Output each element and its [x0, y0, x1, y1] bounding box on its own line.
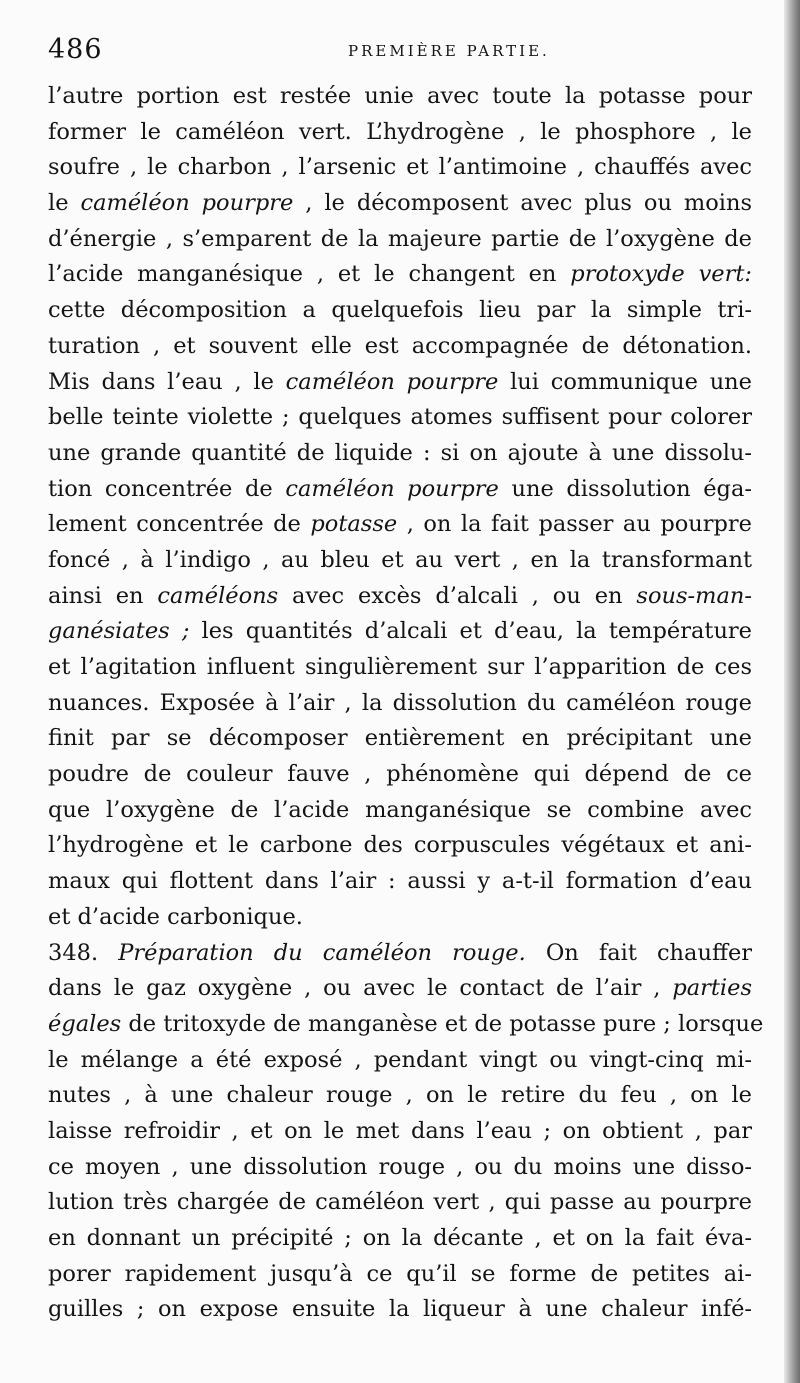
text-line — [48, 1185, 752, 1221]
text-line — [48, 150, 752, 186]
text-line — [48, 79, 752, 115]
text-line — [48, 436, 752, 472]
italic-text: sous-man- — [636, 582, 752, 609]
text-span: belle teinte violette ; quelques atomes suffisent pour colorer — [48, 404, 752, 431]
page-edge-shadow — [784, 0, 800, 1383]
text-span: tion concentrée de — [48, 475, 286, 502]
text-span: l’autre portion est restée unie avec toute la potasse pour — [48, 83, 752, 109]
text-line — [48, 222, 752, 258]
italic-text: caméléon pourpre — [285, 368, 499, 395]
italic-text: Préparation du caméléon rouge. — [118, 939, 526, 966]
text-span: porer rapidement jusqu’à ce qu’il se forme de petites ai- — [48, 1260, 752, 1287]
text-line — [48, 365, 752, 401]
italic-text: caméléon pourpre — [285, 475, 499, 502]
text-line — [48, 257, 752, 293]
text-line — [48, 1292, 752, 1328]
text-line — [48, 186, 752, 222]
text-line — [48, 543, 752, 579]
text-span: lement concentrée de — [48, 511, 311, 538]
text-line — [48, 757, 752, 793]
text-line — [48, 472, 752, 508]
text-span: de tritoxyde de manganèse et de potasse pure ; lorsque — [121, 1010, 764, 1037]
text-line — [48, 1114, 752, 1150]
text-line — [48, 793, 752, 829]
text-span: cette décomposition a quelquefois lieu par la simple tri- — [48, 297, 752, 324]
text-span: , le décomposent avec plus ou moins — [293, 190, 752, 217]
text-span: et l’agitation influent singulièrement sur l’apparition de ces — [48, 654, 752, 680]
text-line — [48, 864, 752, 900]
text-span: une grande quantité de liquide : si on ajoute à une dissolu- — [48, 439, 752, 466]
text-span: lution très chargée de caméléon vert , qui passe au pourpre — [48, 1189, 752, 1216]
text-line — [48, 1007, 764, 1043]
italic-text: protoxyde vert: — [570, 261, 752, 288]
running-head: PREMIÈRE PARTIE. — [348, 42, 550, 60]
italic-text: potasse — [310, 511, 398, 538]
text-span: l’hydrogène et le carbone des corpuscules végétaux et ani- — [48, 832, 752, 859]
text-span: 348. — [48, 939, 119, 966]
text-span: une dissolution éga- — [498, 475, 752, 502]
text-span: poudre de couleur fauve , phénomène qui dépend de ce — [48, 761, 752, 788]
text-span: lui communique une — [498, 368, 752, 395]
text-span: maux qui flottent dans l’air : aussi y a-t-il formation d’eau — [48, 868, 752, 895]
text-span: que l’oxygène de l’acide manganésique se combine avec — [48, 796, 752, 823]
text-line — [48, 686, 752, 722]
text-line — [48, 293, 752, 329]
text-span: dans le gaz oxygène , ou avec le contact de l’air , — [48, 975, 673, 1002]
italic-text: parties — [672, 975, 752, 1002]
text-line — [48, 828, 752, 864]
text-line — [48, 400, 752, 436]
text-span: former le caméléon vert. L’hydrogène , le phosphore , le — [48, 118, 752, 145]
text-line — [48, 329, 752, 365]
text-line — [48, 721, 752, 757]
italic-text: égales — [48, 1010, 122, 1037]
text-span: et d’acide carbonique. — [48, 903, 303, 930]
body-text — [48, 79, 764, 1328]
text-span: finit par se décomposer entièrement en précipitant une — [48, 725, 752, 752]
text-span: ainsi en — [48, 582, 158, 609]
text-span: ce moyen , une dissolution rouge , ou du moins une disso- — [48, 1153, 752, 1180]
text-span: le mélange a été exposé , pendant vingt ou vingt-cinq mi- — [48, 1046, 752, 1073]
page-header — [48, 28, 748, 72]
text-line — [48, 614, 752, 650]
text-line — [48, 1043, 752, 1079]
text-line — [48, 971, 752, 1007]
italic-text: caméléons — [157, 582, 279, 609]
italic-text: caméléon pourpre — [80, 190, 294, 217]
text-span: d’énergie , s’emparent de la majeure partie de l’oxygène de — [48, 225, 752, 252]
text-line — [48, 900, 752, 936]
text-span: le — [48, 190, 81, 217]
text-span: On fait chauffer — [525, 939, 753, 966]
text-line — [48, 507, 752, 543]
text-span: nutes , à une chaleur rouge , on le retire du feu , on le — [48, 1082, 752, 1109]
text-line — [48, 1150, 752, 1186]
text-span: laisse refroidir , et on le met dans l’eau ; on obtient , par — [48, 1117, 752, 1144]
text-line — [48, 1221, 752, 1257]
text-span: guilles ; on expose ensuite la liqueur à une chaleur infé- — [48, 1296, 752, 1323]
text-span: l’acide manganésique , et le changent en — [48, 261, 571, 288]
text-span: en donnant un précipité ; on la décante , et on la fait éva- — [48, 1225, 752, 1251]
italic-text: ganésiates ; — [48, 618, 190, 645]
text-span: nuances. Exposée à l’air , la dissolution du caméléon rouge — [48, 689, 752, 716]
text-line — [48, 936, 752, 972]
text-line — [48, 1078, 752, 1114]
text-span: , on la fait passer au pourpre — [397, 511, 752, 538]
text-line — [48, 650, 752, 686]
text-line — [48, 115, 752, 151]
text-span: turation , et souvent elle est accompagnée de détonation. — [48, 332, 752, 359]
page-number: 486 — [48, 34, 103, 65]
text-span: foncé , à l’indigo , au bleu et au vert , en la transformant — [48, 546, 752, 573]
text-span: les quantités d’alcali et d’eau, la température — [189, 618, 753, 645]
text-span: Mis dans l’eau , le — [48, 368, 286, 395]
text-line — [48, 1257, 752, 1293]
text-span: soufre , le charbon , l’arsenic et l’antimoine , chauffés avec — [48, 154, 752, 181]
text-line — [48, 579, 752, 615]
text-span: avec excès d’alcali , ou en — [278, 582, 637, 609]
